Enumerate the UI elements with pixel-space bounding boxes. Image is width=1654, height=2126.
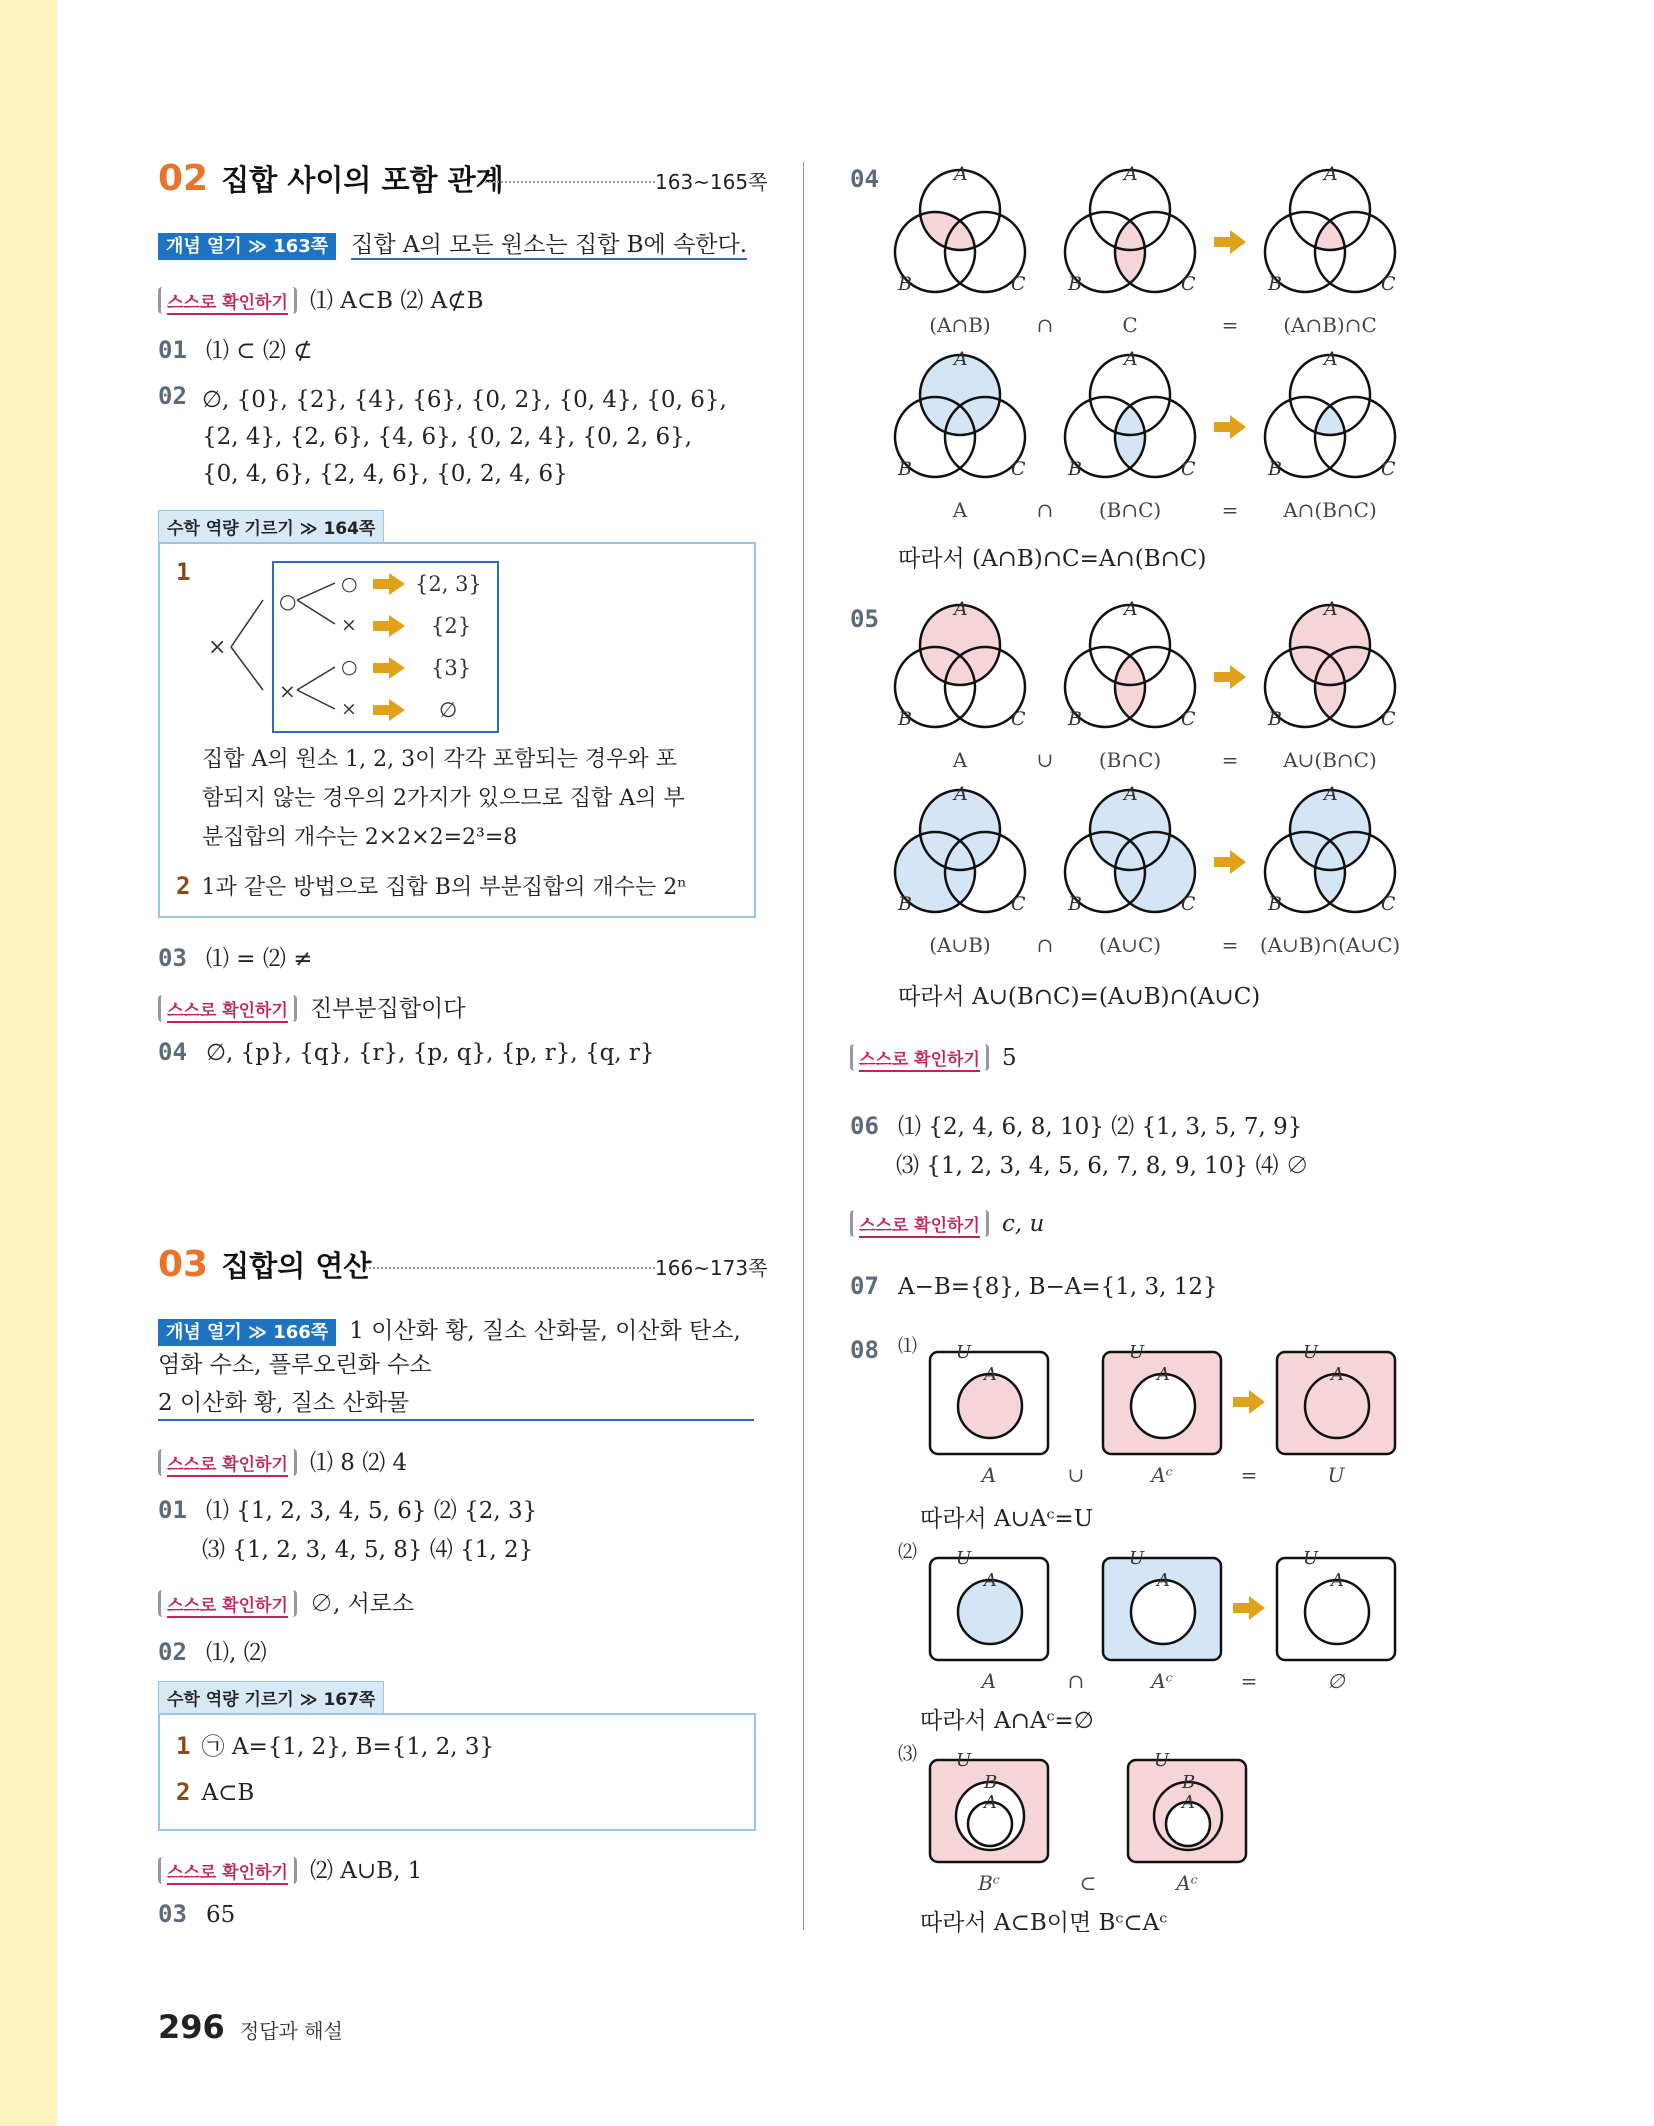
tree-leaf: × [341,698,357,720]
section-pages: 166~173쪽 [655,1256,768,1280]
concept-text: 1 이산화 황, 질소 산화물, 이산화 탄소, [349,1318,741,1344]
venn-label: A [954,163,968,185]
part-label: ⑵ [898,1541,918,1563]
check-label [158,1857,297,1884]
check-answer: ∅, 서로소 [309,1591,415,1617]
answer-02 [158,1634,267,1667]
skill-label: 수학 역량 기르기 [167,519,294,539]
skill-item-text: ㉠ A={1, 2}, B={1, 2, 3} [201,1734,495,1760]
set-label: A [984,1792,997,1813]
venn-label: C [1181,458,1196,480]
venn-caption: = [1221,498,1239,522]
arrow-icon: ≫ [299,1690,318,1710]
tree-branch [297,690,335,709]
set-label: U [956,1548,972,1569]
venn-label: B [1268,893,1282,915]
venn-caption: = [1221,313,1239,337]
check-label [850,1210,989,1237]
venn-label: C [1181,708,1196,730]
check-label-text: 스스로 확인하기 [167,1596,288,1616]
venn-caption: (A∩B) [929,313,991,337]
tree-branch [231,647,263,690]
skill-item-text: A⊂B [201,1780,255,1806]
tree-root: × [208,635,227,660]
answer-number: 06 [850,1112,879,1140]
concept-row [158,1312,741,1345]
answer-03 [158,940,312,973]
check-answer: c, u [1001,1211,1045,1237]
check-label [158,287,297,314]
tree-leaf: ○ [341,656,358,678]
section-02-header [158,158,504,199]
tree-result: ∅ [439,698,458,722]
answer-number: 01 [158,336,187,364]
arrow-icon: ≫ [299,519,318,539]
check-label [158,995,297,1022]
venn-label: C [1011,708,1026,730]
tree-leaf: ○ [341,573,358,595]
venn-row-1 [895,170,1395,292]
skill-item-2 [176,870,687,901]
check-row [850,1044,1017,1071]
set-caption: ⊂ [1079,1871,1097,1895]
tree-branch [297,600,335,624]
skill-item-number: 2 [176,1778,191,1806]
part-labels [898,1335,917,1765]
venn-caption: A [952,748,968,772]
venn-label: A [1124,598,1138,620]
arrow-right-icon [1214,230,1246,254]
venn-label: C [1011,458,1026,480]
tree-branch [297,583,335,600]
venn-caption: (A∩B)∩C [1283,313,1377,337]
venn-label: B [898,893,912,915]
conclusion: 따라서 (A∩B)∩C=A∩(B∩C) [898,546,1207,572]
conclusion: 따라서 A∩Aᶜ=∅ [920,1708,1094,1734]
answer-02 [158,382,187,410]
venn-label: C [1011,273,1026,295]
margin-strip [0,0,57,2126]
concept-text: 집합 A의 모든 원소는 집합 B에 속한다. [351,232,748,258]
venn-row-4 [895,790,1395,912]
universal-set-diagrams [890,1330,1430,1930]
skill-page: 167쪽 [323,1690,376,1710]
venn-label: B [1268,708,1282,730]
check-label [158,1590,297,1617]
arrow-right-icon [1233,1390,1265,1414]
venn-label: B [1068,458,1082,480]
answer-08 [850,1336,879,1364]
venn-caption: (A∪C) [1098,933,1162,957]
set-label: A [1157,1364,1170,1385]
answer-02-lines [202,382,727,493]
venn-label: C [1381,458,1396,480]
concept-row [158,226,747,259]
arrow-right-icon [373,615,405,637]
arrow-icon: ≫ [248,236,267,257]
set-label: A [1331,1570,1344,1591]
skill-item-number: 1 [176,558,191,586]
venn-caption: ∩ [1036,933,1054,957]
check-label-text: 스스로 확인하기 [859,1050,980,1070]
set-caption: A [981,1463,997,1487]
set-caption: Bᶜ [978,1871,1000,1895]
answer-text: ⑶ {1, 2, 3, 4, 5, 6, 7, 8, 9, 10} ⑷ ∅ [896,1153,1309,1179]
conclusion: 따라서 A⊂B이면 Bᶜ⊂Aᶜ [920,1910,1168,1936]
section-title: 집합의 연산 [221,1249,372,1283]
answer-text: ⑴ {1, 2, 3, 4, 5, 6} ⑵ {2, 3} [206,1498,538,1524]
set-label: U [1154,1750,1170,1771]
venn-label: C [1181,893,1196,915]
check-label [850,1044,989,1071]
venn-caption: ∪ [1036,748,1054,772]
tree-mid-2: × [279,679,296,703]
tree-diagram [195,555,505,735]
concept-badge-label: 개념 열기 [166,236,242,257]
venn-label: C [1381,708,1396,730]
dotted-leader [485,181,655,183]
skill1-explanation [202,740,685,857]
explanation-line: 함되지 않는 경우의 2가지가 있으므로 집합 A의 부 [202,786,685,811]
answer-line: {2, 4}, {2, 6}, {4, 6}, {0, 2, 4}, {0, 2, 6}, [202,424,693,450]
check-row [158,1852,422,1885]
concept-text: 염화 수소, 플루오린화 수소 [158,1352,432,1378]
venn-label: A [954,348,968,370]
skill-box-label [158,510,384,543]
venn-label: B [1268,273,1282,295]
answer-line: {0, 4, 6}, {2, 4, 6}, {0, 2, 4, 6} [202,461,568,487]
skill-page: 164쪽 [323,519,376,539]
answer-text: ⑴ {2, 4, 6, 8, 10} ⑵ {1, 3, 5, 7, 9} [898,1114,1303,1140]
check-label-text: 스스로 확인하기 [859,1216,980,1236]
footer [158,2008,343,2046]
answer-number: 05 [850,605,879,633]
check-label-text: 스스로 확인하기 [167,1001,288,1021]
venn-caption: = [1221,933,1239,957]
conclusion: 따라서 A∪(B∩C)=(A∪B)∩(A∪C) [898,984,1261,1010]
answer-number: 01 [158,1496,187,1524]
set-caption: A [981,1669,997,1693]
arrow-right-icon [1233,1596,1265,1620]
answer-text: A−B={8}, B−A={1, 3, 12} [898,1274,1218,1300]
venn-caption: = [1221,748,1239,772]
set-label: U [1303,1548,1319,1569]
set-label: U [1303,1342,1319,1363]
venn-caption: (A∪B) [929,933,991,957]
part-label: ⑶ [898,1743,918,1765]
venn-caption: (A∪B)∩(A∪C) [1259,933,1401,957]
answer-text: ⑶ {1, 2, 3, 4, 5, 8} ⑷ {1, 2} [202,1537,534,1563]
skill-item-number: 1 [176,1732,191,1760]
tree-result: {3} [431,656,472,680]
venn-label: C [1011,893,1026,915]
set-label: A [1157,1570,1170,1591]
concept-badge-label: 개념 열기 [166,1322,242,1343]
concept-badge [158,233,336,260]
set-label: A [984,1364,997,1385]
venn-caption: C [1122,313,1138,337]
check-answer: ⑴ 8 ⑵ 4 [309,1450,408,1476]
dotted-leader [365,1267,655,1269]
concept-page: 166쪽 [273,1322,329,1343]
section-title: 집합 사이의 포함 관계 [221,163,504,197]
tree-leaf: × [341,614,357,636]
concept-page: 163쪽 [273,236,329,257]
set-caption: Aᶜ [1151,1463,1173,1487]
page-number: 296 [158,2008,225,2046]
venn-caption: ∩ [1036,313,1054,337]
venn-diagrams [880,160,1440,1020]
venn-caption: ∩ [1036,498,1054,522]
venn-label: A [954,783,968,805]
answer-text: 65 [206,1902,236,1928]
check-answer: 진부분집합이다 [309,996,466,1022]
explanation-line: 분집합의 개수는 2×2×2=2³=8 [202,825,518,850]
set-label: U [956,1750,972,1771]
answer-number: 02 [158,382,187,410]
venn-label: A [954,598,968,620]
venn-caption: A∪(B∩C) [1283,748,1377,772]
set-caption: Aᶜ [1151,1669,1173,1693]
check-row [158,282,483,315]
answer-number: 03 [158,1900,187,1928]
skill-item-1 [176,1728,494,1761]
footer-label: 정답과 해설 [239,2019,343,2043]
check-row [158,1585,414,1618]
conclusion: 따라서 A∪Aᶜ=U [920,1506,1094,1532]
check-answer: ⑵ A∪B, 1 [309,1858,423,1884]
set-label: U [1129,1342,1145,1363]
venn-label: A [1124,348,1138,370]
tree-result: {2} [431,614,472,638]
answer-03 [158,1900,235,1928]
check-row [158,1444,407,1477]
set-label: A [984,1570,997,1591]
venn-label: B [898,708,912,730]
column-divider [803,162,804,1930]
tree-arrows [373,573,405,721]
venn-label: C [1381,893,1396,915]
arrow-icon: ≫ [248,1322,267,1343]
concept-badge [158,1319,336,1346]
venn-label: A [1324,783,1338,805]
tree-result: {2, 3} [415,572,482,596]
check-label-text: 스스로 확인하기 [167,293,288,313]
venn-label: C [1381,273,1396,295]
answer-01 [158,332,312,365]
check-answer: ⑴ A⊂B ⑵ A⊄B [309,288,484,314]
set-caption: ∅ [1327,1669,1345,1693]
venn-caption: (B∩C) [1098,748,1162,772]
tree-branch [231,600,263,647]
skill-box-label [158,1681,384,1714]
skill-item-text: 1과 같은 방법으로 집합 B의 부분집합의 개수는 2ⁿ [201,875,687,900]
check-label [158,1449,297,1476]
answer-number: 07 [850,1272,879,1300]
answer-text: ⑴ = ⑵ ≠ [206,946,313,972]
venn-label: B [1068,708,1082,730]
answer-text: ⑴ ⊂ ⑵ ⊄ [206,338,313,364]
venn-label: B [898,458,912,480]
arrow-right-icon [1214,665,1246,689]
section-pages: 163~165쪽 [655,170,768,194]
answer-07 [850,1272,1218,1300]
set-label: U [1129,1548,1145,1569]
answer-06 [850,1108,1302,1141]
arrow-right-icon [373,699,405,721]
answer-number: 02 [158,1638,187,1666]
venn-caption: A [952,498,968,522]
check-row [850,1210,1044,1237]
section-03-header [158,1244,371,1285]
answer-number: 08 [850,1336,879,1364]
venn-label: C [1181,273,1196,295]
tree-branch [297,667,335,690]
diagram-part-3 [930,1760,1246,1862]
set-label: B [1182,1772,1196,1793]
set-caption: Aᶜ [1176,1871,1198,1895]
venn-row-2 [895,355,1395,477]
concept-text: 2 이산화 황, 질소 산화물 [158,1384,754,1421]
arrow-right-icon [373,573,405,595]
set-caption: = [1240,1669,1258,1693]
set-caption: ∪ [1067,1463,1085,1487]
venn-label: A [1324,598,1338,620]
check-row [158,990,466,1023]
answer-text: ⑴, ⑵ [206,1640,267,1666]
section-number: 03 [158,1244,209,1285]
venn-label: A [1124,783,1138,805]
skill-item-2 [176,1778,254,1806]
answer-number: 04 [850,165,879,193]
answer-number: 04 [158,1038,187,1066]
venn-label: B [1268,458,1282,480]
arrow-right-icon [1214,415,1246,439]
set-label: A [1182,1792,1195,1813]
set-caption: ∩ [1067,1669,1085,1693]
set-label: U [956,1342,972,1363]
arrow-right-icon [1214,850,1246,874]
venn-label: B [898,273,912,295]
skill-item-number: 2 [176,872,191,900]
answer-01 [158,1492,537,1525]
venn-caption: (B∩C) [1098,498,1162,522]
tree-mid-1: ○ [279,589,297,613]
set-caption: = [1240,1463,1258,1487]
venn-label: A [1324,348,1338,370]
set-label: B [984,1772,998,1793]
set-label: A [1331,1364,1344,1385]
answer-04 [158,1038,655,1066]
part-label: ⑴ [898,1335,918,1357]
arrow-right-icon [373,657,405,679]
explanation-line: 집합 A의 원소 1, 2, 3이 각각 포함되는 경우와 포 [202,747,677,772]
venn-label: B [1068,893,1082,915]
skill-label: 수학 역량 기르기 [167,1690,294,1710]
check-label-text: 스스로 확인하기 [167,1455,288,1475]
answer-number: 03 [158,944,187,972]
venn-label: A [1324,163,1338,185]
venn-label: A [1124,163,1138,185]
set-caption: U [1327,1463,1345,1487]
check-answer: 5 [1001,1045,1017,1071]
answer-line: ∅, {0}, {2}, {4}, {6}, {0, 2}, {0, 4}, {0, 6}, [202,387,727,413]
answer-text: ∅, {p}, {q}, {r}, {p, q}, {p, r}, {q, r} [206,1040,655,1066]
section-number: 02 [158,158,209,199]
check-label-text: 스스로 확인하기 [167,1863,288,1883]
venn-label: B [1068,273,1082,295]
venn-caption: A∩(B∩C) [1283,498,1377,522]
venn-row-3 [895,605,1395,727]
